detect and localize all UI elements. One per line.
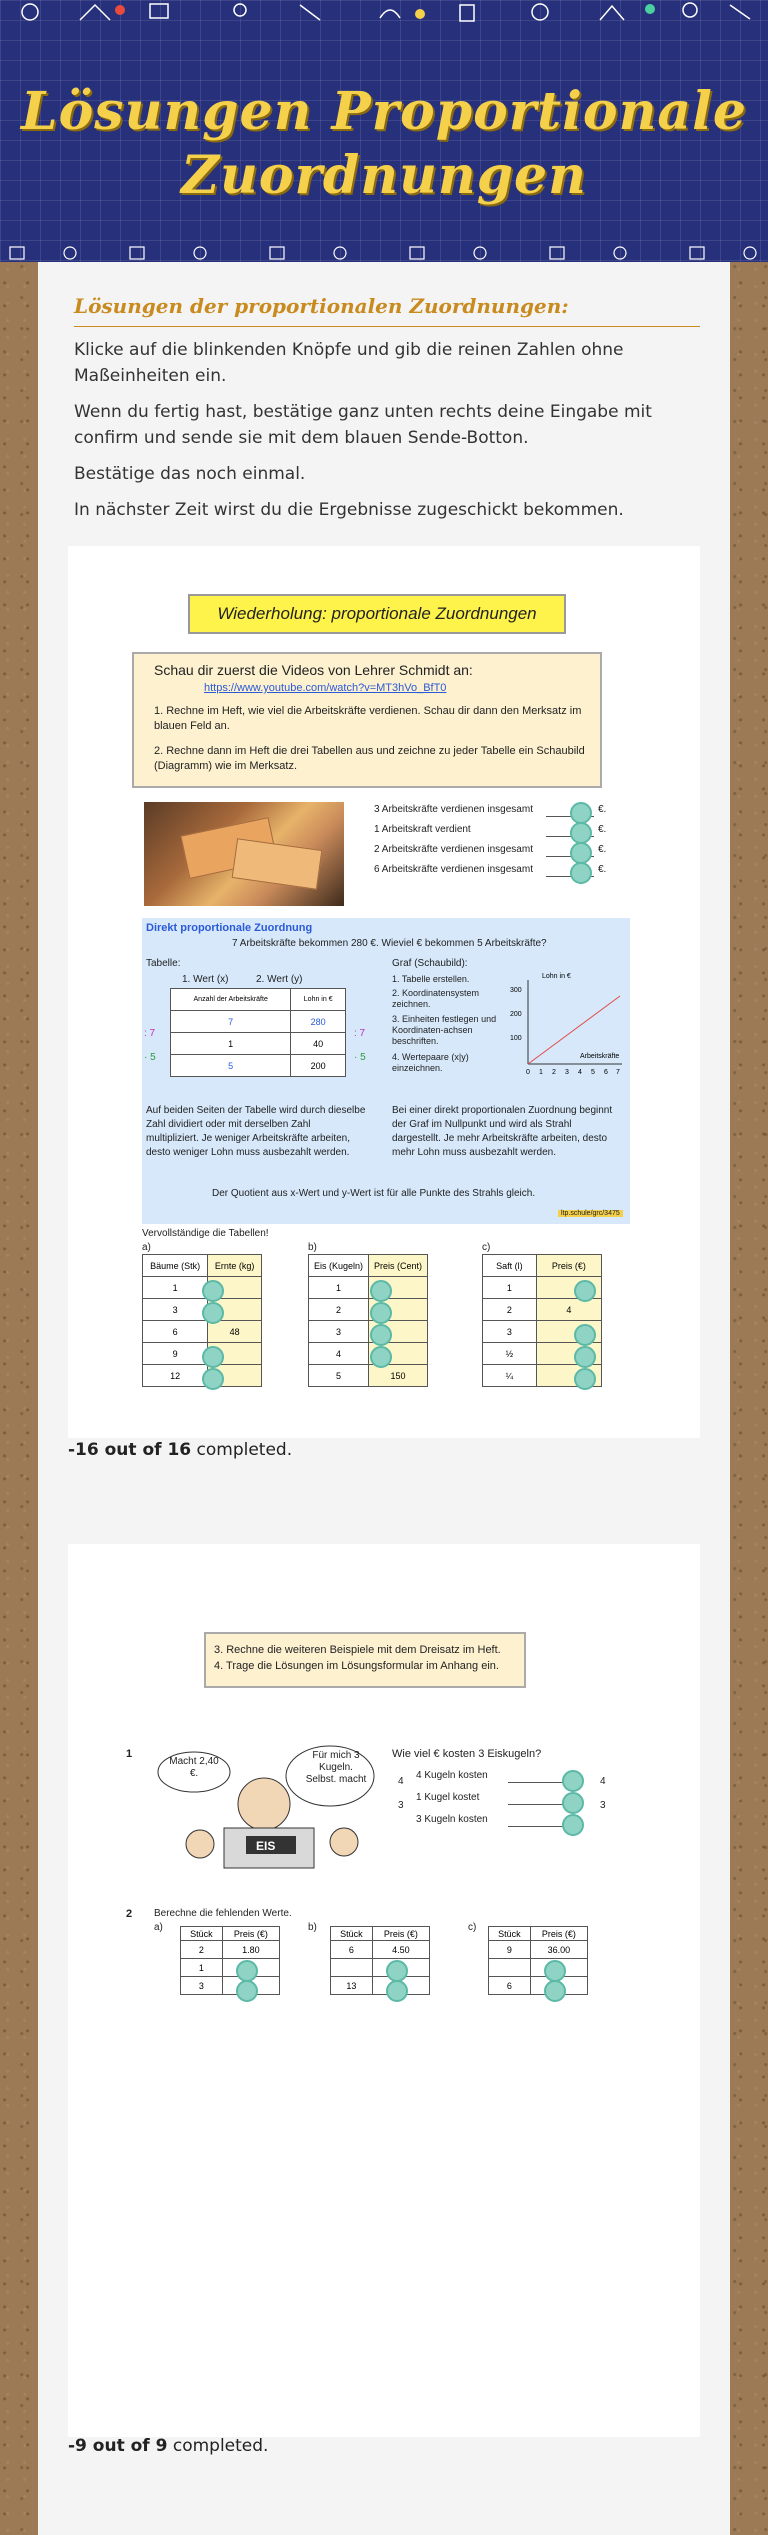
table-2b — [330, 1926, 430, 1995]
exercise-2-instruction: Berechne die fehlenden Werte. — [154, 1908, 292, 1919]
graph-heading: Graf (Schaubild): — [392, 958, 468, 969]
col-x-label: 1. Wert (x) — [182, 974, 229, 985]
question-4: 6 Arbeitskräfte verdienen insgesamt — [374, 864, 533, 875]
graph-xtick: 2 — [552, 1069, 556, 1076]
intro-heading: Lösungen der proportionalen Zuordnungen: — [74, 294, 700, 327]
table-b-h2: Preis (Cent) — [369, 1255, 428, 1277]
example-cell: 280 — [291, 1011, 346, 1033]
ice-hotspot-3[interactable] — [562, 1814, 584, 1836]
graph-step-4: 4. Wertepaare (x|y) einzeichnen. — [392, 1052, 469, 1073]
table-cell: 6 — [331, 1941, 373, 1959]
answer-hotspot-a4[interactable] — [202, 1368, 224, 1390]
speech-bubble-2: Für mich 3 Kugeln. Selbst. macht — [305, 1750, 367, 1785]
table-cell: 2 — [483, 1299, 537, 1321]
intro-paragraph-2: Wenn du fertig hast, bestätige ganz unten rechts deine Eingabe mit confirm und sende sie mit dem blauen Sende-Botton. — [74, 402, 652, 448]
video-instructions-box — [132, 652, 602, 788]
answer-hotspot-4[interactable] — [570, 862, 592, 884]
rule-left: Auf beiden Seiten der Tabelle wird durch dieselbe Zahl dividiert oder mit derselben Zahl multipliziert. Je weniger Arbeitskräfte arbeiten, desto weniger Lohn muss ausbezahlt werden. — [146, 1105, 366, 1158]
table-cell: 12 — [143, 1365, 208, 1387]
table-cell: 1 — [483, 1277, 537, 1299]
divide-label-right: : 7 — [354, 1028, 366, 1039]
answer-hotspot-a1[interactable] — [202, 1280, 224, 1302]
table-cell: 4.50 — [372, 1941, 429, 1959]
worksheet-banner: Wiederholung: proportionale Zuordnungen — [188, 594, 566, 634]
ice-line-2: 1 Kugel kostet — [416, 1792, 480, 1803]
page-title: Lösungen Proportionale Zuordnungen — [21, 81, 747, 206]
table-cell: 36.00 — [530, 1941, 587, 1959]
divide-label-left: : 7 — [144, 1028, 156, 1039]
table-2c-h1: Stück — [489, 1927, 531, 1941]
table-cell: 1 — [181, 1959, 223, 1977]
video-box-item-2: 2. Rechne dann im Heft die drei Tabellen aus und zeichne zu jeder Tabelle ein Schaubild (Diagramm) wie im Merksatz. — [154, 745, 585, 772]
completion-suffix-1: completed. — [191, 1440, 293, 1460]
example-cell: 200 — [291, 1055, 346, 1077]
source-tag: ltp.schule/grc/3475 — [558, 1210, 623, 1217]
answer-hotspot-2c1[interactable] — [544, 1960, 566, 1982]
worksheet-1 — [68, 546, 700, 1438]
graph-xtick: 7 — [616, 1069, 620, 1076]
table-2b-label: b) — [308, 1922, 317, 1933]
ice-answer-line-1 — [508, 1782, 564, 1783]
answer-hotspot-a3[interactable] — [202, 1346, 224, 1368]
ice-question: Wie viel € kosten 3 Eiskugeln? — [392, 1748, 542, 1760]
graph-xtick: 3 — [565, 1069, 569, 1076]
task-note-2: 4. Trage die Lösungen im Lösungsformular im Anhang ein. — [214, 1660, 499, 1672]
answer-hotspot-2a2[interactable] — [236, 1980, 258, 2002]
table-cell: 13 — [331, 1977, 373, 1995]
ice-sign: EIS — [256, 1839, 276, 1853]
graph-xtick: 5 — [591, 1069, 595, 1076]
table-cell: 9 — [489, 1941, 531, 1959]
table-2a-h1: Stück — [181, 1927, 223, 1941]
table-cell — [331, 1959, 373, 1977]
table-cell: 3 — [483, 1321, 537, 1343]
example-col2: Lohn in € — [291, 989, 346, 1011]
ice-side-number: 3 — [600, 1800, 606, 1811]
rule-box — [142, 918, 630, 1224]
graph-xtick: 1 — [539, 1069, 543, 1076]
graph-xtick: 0 — [526, 1069, 530, 1076]
table-c-h2: Preis (€) — [536, 1255, 601, 1277]
completion-suffix-2: completed. — [167, 2436, 269, 2456]
task-note-box — [204, 1632, 526, 1688]
table-c-h1: Saft (l) — [483, 1255, 537, 1277]
col-y-label: 2. Wert (y) — [256, 974, 303, 985]
speech-bubble-1: Macht 2,40 €. — [169, 1756, 219, 1779]
answer-hotspot-b4[interactable] — [370, 1346, 392, 1368]
graph-x-label: Arbeitskräfte — [580, 1053, 620, 1060]
completion-status-2 — [68, 2436, 268, 2456]
example-col1: Anzahl der Arbeitskräfte — [171, 989, 291, 1011]
ice-side-number: 4 — [398, 1776, 404, 1787]
answer-hotspot-c4[interactable] — [574, 1368, 596, 1390]
graph-step-1: 1. Tabelle erstellen. — [392, 974, 470, 984]
table-b-h1: Eis (Kugeln) — [309, 1255, 369, 1277]
graph-y-label: Lohn in € — [542, 973, 571, 980]
graph-xtick: 4 — [578, 1069, 582, 1076]
graph-ytick: 100 — [510, 1035, 522, 1042]
question-1: 3 Arbeitskräfte verdienen insgesamt — [374, 804, 533, 815]
table-cell: 3 — [309, 1321, 369, 1343]
video-box-title: Schau dir zuerst die Videos von Lehrer Schmidt an: — [154, 662, 473, 678]
money-photo — [144, 802, 344, 906]
intro-section — [74, 294, 700, 523]
ice-line-3: 3 Kugeln kosten — [416, 1814, 488, 1825]
table-cell: 3 — [143, 1299, 208, 1321]
euro-4: €. — [598, 864, 607, 875]
example-cell: 1 — [171, 1033, 291, 1055]
table-c-label: c) — [482, 1242, 491, 1253]
table-cell: 1 — [309, 1277, 369, 1299]
table-cell: 9 — [143, 1343, 208, 1365]
table-cell: 2 — [181, 1941, 223, 1959]
example-table — [170, 988, 346, 1077]
multiply-label-right: · 5 — [354, 1052, 366, 1063]
rule-box-title: Direkt proportionale Zuordnung — [146, 922, 313, 934]
answer-hotspot-2b2[interactable] — [386, 1980, 408, 2002]
table-a-label: a) — [142, 1242, 151, 1253]
table-cell: 4 — [309, 1343, 369, 1365]
school-doodles-bottom — [0, 244, 768, 262]
school-doodles — [0, 0, 768, 30]
table-b — [308, 1254, 428, 1387]
question-2: 1 Arbeitskraft verdient — [374, 824, 471, 835]
video-link[interactable]: https://www.youtube.com/watch?v=MT3hVo_BfT0 — [204, 682, 447, 694]
table-2b-h2: Preis (€) — [372, 1927, 429, 1941]
table-heading: Tabelle: — [146, 958, 181, 969]
intro-paragraph-3: Bestätige das noch einmal. — [74, 464, 306, 484]
proportional-graph — [508, 968, 626, 1078]
answer-hotspot-b1[interactable] — [370, 1280, 392, 1302]
table-cell: 150 — [369, 1365, 428, 1387]
answer-hotspot-3[interactable] — [570, 842, 592, 864]
answer-hotspot-2c2[interactable] — [544, 1980, 566, 2002]
graph-ytick: 200 — [510, 1011, 522, 1018]
table-2a-label: a) — [154, 1922, 163, 1933]
answer-hotspot-a2[interactable] — [202, 1302, 224, 1324]
answer-hotspot-2b1[interactable] — [386, 1960, 408, 1982]
table-2a-h2: Preis (€) — [222, 1927, 279, 1941]
completion-score-2: -9 out of 9 — [68, 2436, 168, 2456]
example-cell: 5 — [171, 1055, 291, 1077]
rule-box-question: 7 Arbeitskräfte bekommen 280 €. Wieviel € bekommen 5 Arbeitskräfte? — [232, 938, 547, 949]
complete-instruction: Vervollständige die Tabellen! — [142, 1228, 269, 1239]
table-2a — [180, 1926, 280, 1995]
example-cell: 7 — [171, 1011, 291, 1033]
ice-side-number: 4 — [600, 1776, 606, 1787]
ice-hotspot-1[interactable] — [562, 1770, 584, 1792]
graph-xtick: 6 — [604, 1069, 608, 1076]
answer-hotspot-2a1[interactable] — [236, 1960, 258, 1982]
answer-hotspot-1[interactable] — [570, 802, 592, 824]
ice-line-1: 4 Kugeln kosten — [416, 1770, 488, 1781]
completion-score-1: -16 out of 16 — [68, 1440, 192, 1460]
table-2c — [488, 1926, 588, 1995]
table-cell: ½ — [483, 1343, 537, 1365]
worksheet-2 — [68, 1544, 700, 2437]
table-2c-label: c) — [468, 1922, 477, 1933]
exercise-1-number: 1 — [126, 1748, 133, 1760]
table-cell: ¼ — [483, 1365, 537, 1387]
example-cell: 40 — [291, 1033, 346, 1055]
table-a-h1: Bäume (Stk) — [143, 1255, 208, 1277]
table-cell: 48 — [208, 1321, 262, 1343]
table-a — [142, 1254, 262, 1387]
graph-step-3: 3. Einheiten festlegen und Koordinaten-achsen beschriften. — [392, 1014, 497, 1046]
graph-step-2: 2. Koordinatensystem zeichnen. — [392, 988, 480, 1009]
answer-hotspot-c1[interactable] — [574, 1280, 596, 1302]
rule-right: Bei einer direkt proportionalen Zuordnung beginnt der Graf im Nullpunkt und wird als Strahl dargestellt. Je mehr Arbeitskräfte arbeiten, desto mehr Lohn muss ausbezahlt werden. — [392, 1105, 613, 1158]
table-cell: 1 — [143, 1277, 208, 1299]
intro-paragraph-4: In nächster Zeit wirst du die Ergebnisse zugeschickt bekommen. — [74, 500, 624, 520]
ice-side-number: 3 — [398, 1800, 404, 1811]
ice-answer-line-2 — [508, 1804, 564, 1805]
question-3: 2 Arbeitskräfte verdienen insgesamt — [374, 844, 533, 855]
intro-paragraph-1: Klicke auf die blinkenden Knöpfe und gib die reinen Zahlen ohne Maßeinheiten ein. — [74, 340, 624, 386]
table-cell: 3 — [181, 1977, 223, 1995]
table-a-h2: Ernte (kg) — [208, 1255, 262, 1277]
table-cell — [489, 1959, 531, 1977]
table-cell: 2 — [309, 1299, 369, 1321]
answer-hotspot-2[interactable] — [570, 822, 592, 844]
ice-hotspot-2[interactable] — [562, 1792, 584, 1814]
completion-status-1 — [68, 1440, 292, 1460]
exercise-2-number: 2 — [126, 1908, 133, 1920]
euro-3: €. — [598, 844, 607, 855]
table-b-label: b) — [308, 1242, 317, 1253]
graph-ytick: 300 — [510, 987, 522, 994]
header-banner — [0, 0, 768, 262]
answer-hotspot-b3[interactable] — [370, 1324, 392, 1346]
ice-answer-line-3 — [508, 1826, 564, 1827]
table-cell: 6 — [489, 1977, 531, 1995]
multiply-label-left: · 5 — [144, 1052, 156, 1063]
table-cell: 4 — [536, 1299, 601, 1321]
answer-hotspot-c2[interactable] — [574, 1324, 596, 1346]
answer-hotspot-c3[interactable] — [574, 1346, 596, 1368]
content-card — [38, 262, 730, 2535]
answer-hotspot-b2[interactable] — [370, 1302, 392, 1324]
table-cell: 6 — [143, 1321, 208, 1343]
video-box-item-1: 1. Rechne im Heft, wie viel die Arbeitskräfte verdienen. Schau dir dann den Merksatz im blauen Feld an. — [154, 705, 582, 732]
table-2b-h1: Stück — [331, 1927, 373, 1941]
quotient-rule: Der Quotient aus x-Wert und y-Wert ist für alle Punkte des Strahls gleich. — [212, 1188, 536, 1199]
table-2c-h2: Preis (€) — [530, 1927, 587, 1941]
table-cell: 1.80 — [222, 1941, 279, 1959]
task-note-1: 3. Rechne die weiteren Beispiele mit dem Dreisatz im Heft. — [214, 1644, 501, 1656]
euro-1: €. — [598, 804, 607, 815]
table-cell: 5 — [309, 1365, 369, 1387]
euro-2: €. — [598, 824, 607, 835]
